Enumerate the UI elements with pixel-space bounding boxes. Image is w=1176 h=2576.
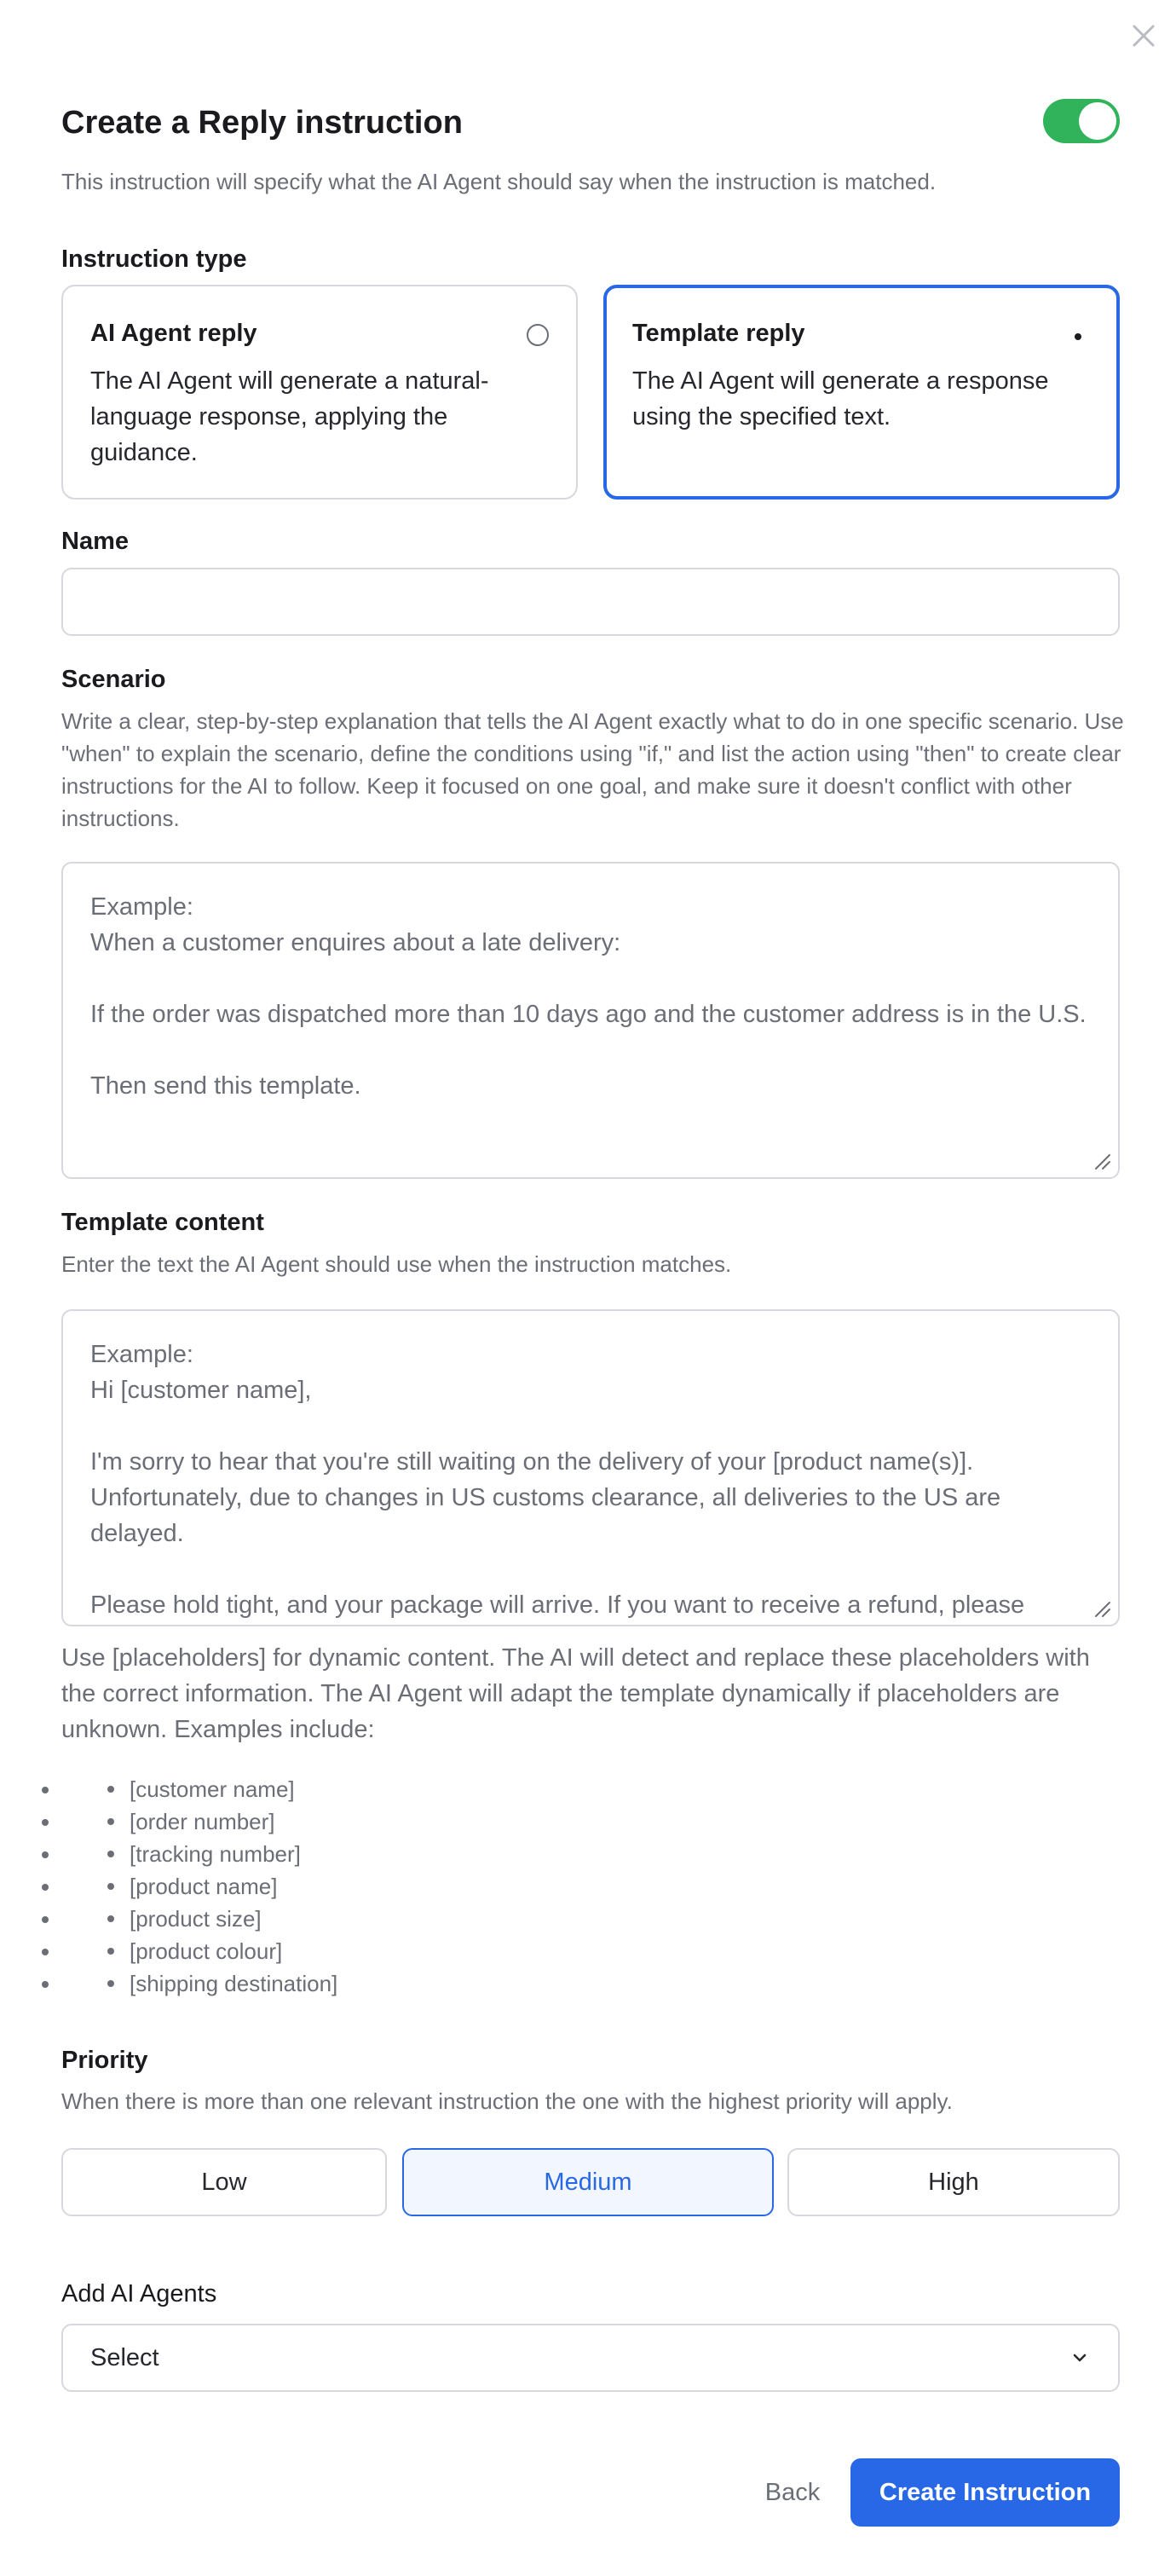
list-item: • [shipping destination] [61,1967,658,2000]
ai-agent-reply-card[interactable] [61,285,578,500]
list-item: • [tracking number] [61,1838,658,1870]
scenario-help: Write a clear, step-by-step explanation that tells the AI Agent exactly what to do in one specific scenario. Use "when" to explain the scenario, define the conditions using "if," and list the action using "then" to create clear instructions for the AI to follow. Keep it focused on one goal, and make sure it doesn't conflict with other instructions. [61,708,1124,831]
resize-grip-icon[interactable] [1092,1599,1111,1618]
card-description: The AI Agent will generate a response using the specified text. [632,367,1049,430]
card-title: Template reply [632,320,805,347]
template-reply-card[interactable] [603,285,1120,500]
radio-checked-icon[interactable] [1067,326,1089,348]
agents-label: Add AI Agents [61,2280,217,2307]
scenario-textarea[interactable] [61,862,1120,1179]
radio-icon[interactable] [527,324,549,346]
page-subtitle: This instruction will specify what the AI Agent should say when the instruction is matched. [61,169,937,194]
priority-low-button[interactable]: Low [61,2148,387,2216]
dialog-header [61,101,1118,145]
page-title: Create a Reply instruction [61,105,463,141]
chevron-down-icon [1069,2347,1091,2369]
instruction-type-label: Instruction type [61,245,247,273]
placeholder-info: Use [placeholders] for dynamic content. The AI will detect and replace these placeholders with the correct information. The AI Agent will adapt the template dynamically if placeholders are unknown. Examples include: [61,1644,1090,1743]
select-value: Select [90,2343,159,2371]
list-item: • [product size] [61,1903,658,1935]
list-item: • [product name] [61,1870,658,1903]
close-button[interactable] [1127,19,1161,53]
agents-select[interactable] [61,2324,1120,2392]
template-content-help: Enter the text the AI Agent should use when the instruction matches. [61,1251,732,1277]
scenario-label: Scenario [61,666,166,693]
back-button[interactable]: Back [764,2478,821,2506]
name-label: Name [61,528,129,555]
list-item: • [order number] [61,1805,658,1838]
resize-grip-icon[interactable] [1092,1152,1111,1170]
template-content-placeholder: Example: Hi [customer name], I'm sorry to hear that you're still waiting on the delivery of your [product name(s)]. Unfortunately, due to changes in US customs clearance, all deliveries to the US are delayed. Please hold tight, and your package will arrive. If you want to receive a refund, please [90,1341,1025,1619]
card-title: AI Agent reply [90,320,257,347]
create-instruction-button[interactable]: Create Instruction [850,2458,1120,2527]
template-content-label: Template content [61,1209,264,1236]
placeholder-examples-list [61,1773,658,2000]
toggle-knob [1079,102,1116,140]
list-item: • [product colour] [61,1935,658,1967]
template-content-textarea[interactable] [61,1309,1120,1626]
enabled-toggle[interactable] [1043,99,1120,143]
list-item: • [customer name] [61,1773,658,1805]
card-description: The AI Agent will generate a natural-language response, applying the guidance. [90,367,489,466]
priority-label: Priority [61,2047,148,2074]
priority-medium-button[interactable]: Medium [402,2148,774,2216]
scenario-placeholder: Example: When a customer enquires about a late delivery: If the order was dispatched more than 10 days ago and the customer address is in the U.S. Then send this template. [90,893,1087,1100]
close-icon [1131,23,1156,49]
name-input[interactable] [61,568,1120,636]
priority-help: When there is more than one relevant instruction the one with the highest priority will apply. [61,2088,953,2114]
priority-high-button[interactable]: High [787,2148,1120,2216]
